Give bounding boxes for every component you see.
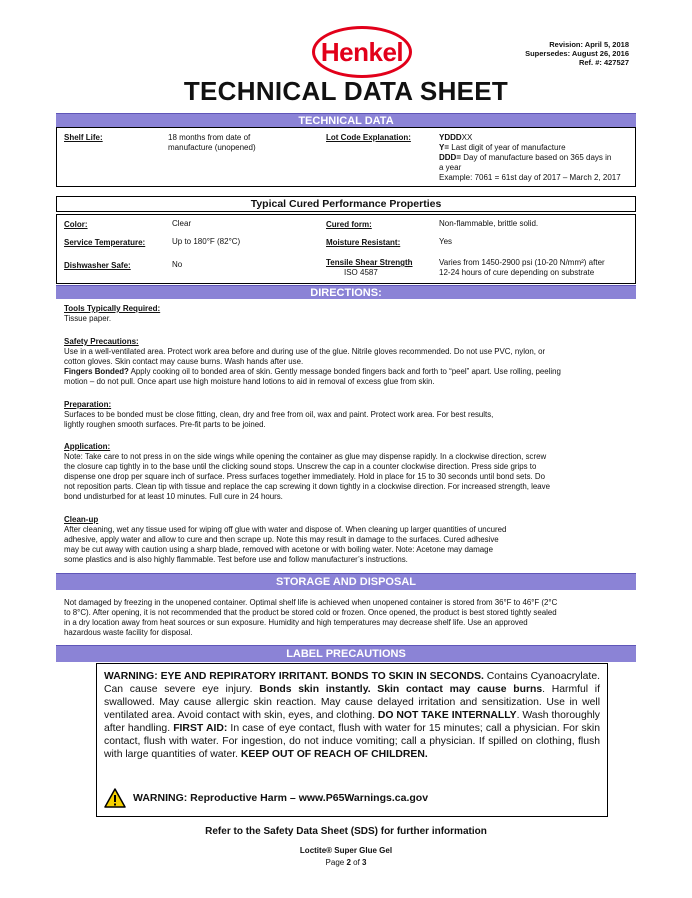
lot-ddd-bold: DDD= bbox=[439, 153, 462, 162]
warning-bold-2: Bonds skin instantly. Skin contact may cause burns bbox=[259, 684, 543, 695]
revision-date: Revision: April 5, 2018 bbox=[549, 40, 629, 49]
lot-y-bold: Y= bbox=[439, 143, 450, 152]
warning-bold-3: DO NOT TAKE INTERNALLY bbox=[377, 710, 517, 721]
warning-bold-5: KEEP OUT OF REACH OF CHILDREN. bbox=[240, 749, 428, 760]
label-precautions-banner: LABEL PRECAUTIONS bbox=[56, 645, 636, 662]
tools-text: Tissue paper. bbox=[64, 314, 112, 323]
storage-line-1: Not damaged by freezing in the unopened container. Optimal shelf life is achieved when unopened container is stored from 36°F to 46°F (2°C bbox=[64, 598, 558, 607]
revision-info bbox=[525, 40, 629, 67]
warning-text-3: . Wash thoroughly after handling. bbox=[104, 710, 601, 734]
preparation-line-2: lightly roughen smooth surfaces. Pre-fit parts to be joined. bbox=[64, 420, 266, 429]
sds-reference: Refer to the Safety Data Sheet (SDS) for further information bbox=[205, 826, 487, 837]
cleanup-line-3: may be cut away with caution using a sharp blade, removed with acetone or with boiling water. Note: Acetone may damage bbox=[64, 545, 493, 554]
moisture-resistant-value: Yes bbox=[439, 237, 453, 246]
color-label: Color: bbox=[64, 220, 88, 229]
storage-line-4: hazardous waste facility for disposal. bbox=[64, 628, 193, 637]
dishwasher-safe-value: No bbox=[172, 260, 183, 269]
shelf-life-value bbox=[168, 133, 256, 153]
supersedes-date: Supersedes: August 26, 2016 bbox=[525, 49, 629, 58]
application-line-4: not reposition parts. Clean tip with tissue and replace the cap screwing it down tightly in a clockwise direction. For increased strength, leave bbox=[64, 482, 550, 491]
warning-bold-1: WARNING: EYE AND REPIRATORY IRRITANT. BONDS TO SKIN IN SECONDS. bbox=[104, 671, 484, 682]
preparation-line-1: Surfaces to be bonded must be close fitting, clean, dry and free from oil, wax and paint. Protect work area. For best results, bbox=[64, 410, 494, 419]
technical-data-banner: TECHNICAL DATA bbox=[56, 113, 636, 127]
cleanup-line-4: some plastics and is also highly flammable. Test before use and follow manufacturer’s instructions. bbox=[64, 555, 408, 564]
lot-code-explanation bbox=[439, 133, 639, 183]
cured-form-label: Cured form: bbox=[326, 220, 372, 229]
dishwasher-safe-label: Dishwasher Safe: bbox=[64, 261, 131, 270]
cleanup-heading: Clean-up bbox=[64, 515, 99, 524]
fingers-line-1 bbox=[64, 367, 644, 377]
safety-line-1: Use in a well-ventilated area. Protect work area before and during use of the glue. Nitrile gloves recommended. Do not use PVC, nylon, or bbox=[64, 347, 546, 356]
service-temperature-label: Service Temperature: bbox=[64, 238, 146, 247]
prop65-warning bbox=[104, 787, 604, 809]
performance-heading: Typical Cured Performance Properties bbox=[56, 196, 636, 212]
tensile-shear-value bbox=[439, 258, 605, 278]
directions-content bbox=[64, 304, 644, 324]
fingers-text-1: Apply cooking oil to bonded area of skin. Gently message bonded fingers back and forth to “peel” apart. Use rolling, peeling bbox=[128, 367, 561, 376]
storage-banner: STORAGE AND DISPOSAL bbox=[56, 573, 636, 590]
storage-content bbox=[64, 598, 644, 638]
cleanup-line-1: After cleaning, wet any tissue used for wiping off glue with water and dispose of. When cleaning up larger quantities of uncured bbox=[64, 525, 507, 534]
lot-ddd-text-2: a year bbox=[439, 163, 462, 172]
shelf-life-line-2: manufacture (unopened) bbox=[168, 143, 256, 152]
application-line-5: bond undisturbed for at least 10 minutes. Full cure in 24 hours. bbox=[64, 492, 283, 501]
warning-text-1: Contains Cyanoacrylate. Can cause severe eye injury. bbox=[104, 671, 600, 695]
page-number bbox=[0, 858, 692, 867]
shelf-life-label: Shelf Life: bbox=[64, 133, 103, 142]
application-line-1: Note: Take care to not press in on the side wings while opening the container as glue may dispense rapidly. In a clockwise direction, screw bbox=[64, 452, 547, 461]
warning-text-4: In case of eye contact, flush with water for 15 minutes; call a physician. For skin contact, flush with water. For ingestion, do not induce vomiting; call a physician. If spilled on clothing, flush with large quantities of water. bbox=[104, 723, 600, 760]
shelf-life-line-1: 18 months from date of bbox=[168, 133, 251, 142]
product-name: Loctite® Super Glue Gel bbox=[299, 846, 393, 855]
page-of: of bbox=[350, 858, 363, 867]
page-total: 3 bbox=[362, 858, 367, 867]
cured-form-value: Non-flammable, brittle solid. bbox=[439, 219, 539, 228]
lot-example: Example: 7061 = 61st day of 2017 – March 2, 2017 bbox=[439, 173, 621, 182]
tensile-shear-line-2: 12-24 hours of cure depending on substrate bbox=[439, 268, 595, 277]
lot-code-label: Lot Code Explanation: bbox=[326, 133, 411, 142]
tensile-shear-line-1: Varies from 1450-2900 psi (10-20 N/mm²) after bbox=[439, 258, 605, 267]
safety-line-2: cotton gloves. Skin contact may cause burns. Wash hands after use. bbox=[64, 357, 304, 366]
page-title: TECHNICAL DATA SHEET bbox=[183, 76, 509, 106]
warning-text bbox=[104, 670, 600, 761]
tensile-shear-standard: ISO 4587 bbox=[344, 268, 378, 277]
moisture-resistant-label: Moisture Resistant: bbox=[326, 238, 401, 247]
cleanup-block bbox=[64, 515, 644, 565]
page-current: 2 bbox=[346, 858, 351, 867]
directions-banner: DIRECTIONS: bbox=[56, 285, 636, 299]
application-line-3: dispense one drop per square inch of surface. Press surfaces together immediately. Hold in place for 15 to 30 seconds until bond sets. Do bbox=[64, 472, 546, 481]
page-prefix: Page bbox=[325, 858, 347, 867]
warning-text-2: . Harmful if swallowed. May cause allergic skin reaction. May cause delayed irritation and sensitization. Use in well ventilated area. Avoid contact with skin, eyes, and clothing. bbox=[104, 684, 601, 721]
storage-line-3: in a dry location away from heat sources or sun exposure. Humidity and high temperatures may decrease shelf life. Use an approved bbox=[64, 618, 528, 627]
safety-heading: Safety Precautions: bbox=[64, 337, 139, 346]
lot-code-format-rest: XX bbox=[461, 133, 473, 142]
warning-bold-4: FIRST AID: bbox=[173, 723, 228, 734]
lot-code-format bbox=[439, 133, 639, 143]
preparation-block bbox=[64, 400, 644, 430]
prop65-text: WARNING: Reproductive Harm – www.P65Warnings.ca.gov bbox=[133, 792, 429, 804]
tensile-shear-label: Tensile Shear Strength bbox=[326, 258, 413, 267]
service-temperature-value: Up to 180°F (82°C) bbox=[172, 237, 241, 246]
warning-triangle-icon bbox=[104, 788, 126, 808]
application-line-2: the closure cap tightly in to the base until the clicking sound stops. Unscrew the cap in a counter clockwise direction. Press side grips to bbox=[64, 462, 537, 471]
logo-text: Henkel bbox=[320, 36, 404, 67]
lot-ddd bbox=[439, 153, 639, 163]
application-block bbox=[64, 442, 644, 502]
lot-code-format-bold: YDDD bbox=[439, 133, 462, 142]
color-value: Clear bbox=[172, 219, 192, 228]
application-heading: Application: bbox=[64, 442, 111, 451]
lot-y-text: Last digit of year of manufacture bbox=[451, 143, 566, 152]
cleanup-line-2: adhesive, apply water and allow to cure and then scrape up. Note this may result in damage to the surfaces. Cured adhesive bbox=[64, 535, 499, 544]
fingers-bonded-bold: Fingers Bonded? bbox=[64, 367, 129, 376]
safety-block bbox=[64, 337, 644, 387]
tools-heading: Tools Typically Required: bbox=[64, 304, 161, 313]
lot-ddd-text: Day of manufacture based on 365 days in bbox=[463, 153, 612, 162]
fingers-line-2: motion – do not pull. Once apart use high moisture hand lotions to aid in removal of excess glue from skin. bbox=[64, 377, 435, 386]
preparation-heading: Preparation: bbox=[64, 400, 112, 409]
storage-line-2: to 8°C). After opening, it is not recommended that the product be stored cold or frozen. Once opened, the product is best stored tightly sealed bbox=[64, 608, 557, 617]
lot-y bbox=[439, 143, 639, 153]
ref-number: Ref. #: 427527 bbox=[578, 58, 629, 67]
henkel-logo bbox=[312, 26, 412, 78]
